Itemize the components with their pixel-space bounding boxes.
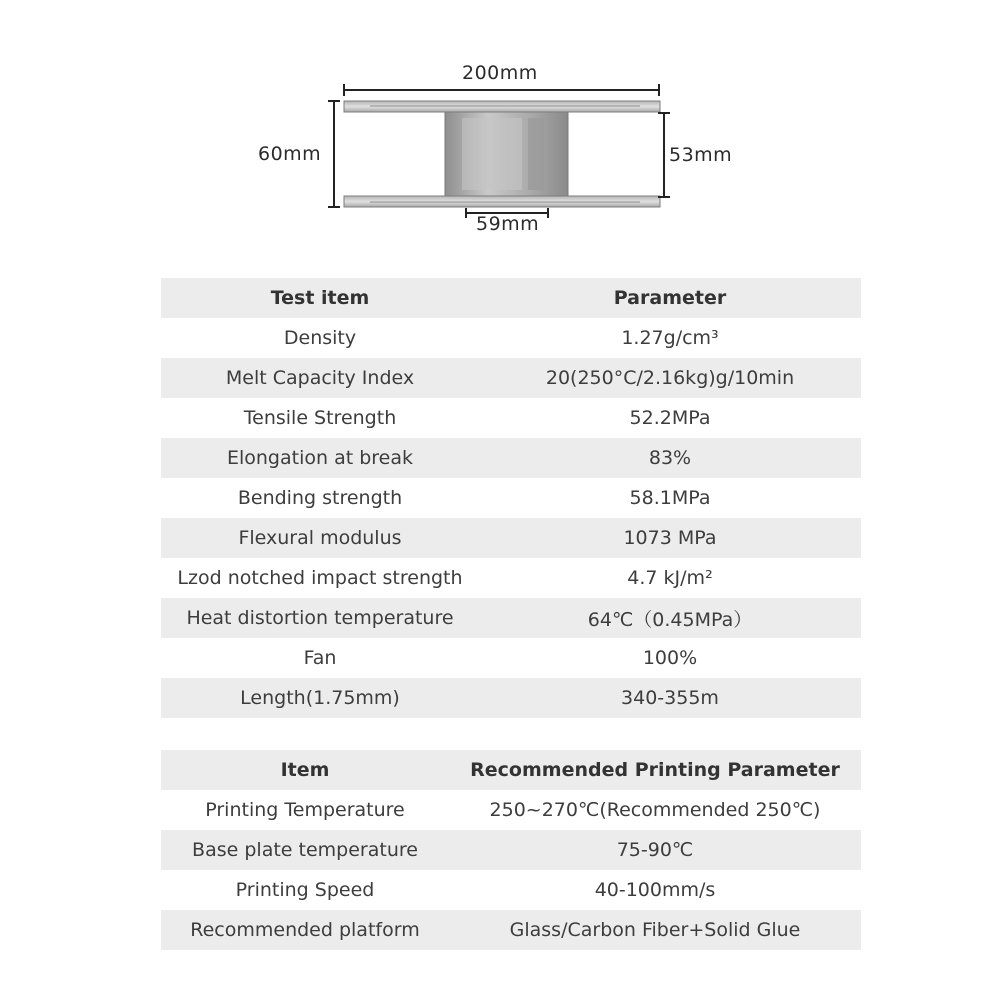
row-label: Printing Speed [235,879,375,901]
row-label: Flexural modulus [161,518,479,558]
row-label: Base plate temperature [161,830,449,870]
row-label: Heat distortion temperature [161,598,479,638]
table-row [161,830,861,870]
table-row [161,558,861,598]
dimension-core-width-label: 59mm [476,213,540,235]
row-value: 4.7 kJ/m² [627,567,713,589]
dimension-width-label: 200mm [462,62,538,84]
row-label: Melt Capacity Index [161,358,479,398]
row-value: 64℃（0.45MPa） [479,598,861,638]
table-header-row [161,278,861,318]
row-label: Fan [303,647,337,669]
row-value: 340-355m [479,678,861,718]
row-value: 1.27g/cm³ [621,327,719,349]
row-value: 20(250°C/2.16kg)g/10min [479,358,861,398]
row-label: Tensile Strength [243,407,397,429]
row-label: Recommended platform [161,910,449,950]
header-test-item: Test item [161,278,479,318]
row-value: 1073 MPa [479,518,861,558]
table-row [161,398,861,438]
table-header-row [161,750,861,790]
table-row [161,870,861,910]
table-row [161,638,861,678]
spool-diagram [0,0,1000,260]
table-row [161,910,861,950]
row-label: Length(1.75mm) [161,678,479,718]
printing-parameters-table [161,750,861,950]
table-row [161,318,861,358]
row-value: Glass/Carbon Fiber+Solid Glue [449,910,861,950]
row-value: 83% [479,438,861,478]
row-value: 250~270℃(Recommended 250℃) [489,799,821,821]
row-label: Density [283,327,357,349]
row-label: Bending strength [237,487,403,509]
table-row [161,790,861,830]
dimension-inner-height-label: 53mm [669,144,733,166]
row-label: Lzod notched impact strength [177,567,463,589]
row-value: 100% [642,647,698,669]
row-value: 75-90℃ [449,830,861,870]
header-recommended-parameter: Recommended Printing Parameter [449,750,861,790]
dimension-height-label: 60mm [258,143,322,165]
table-row [161,358,861,398]
table-row [161,598,861,638]
table-row [161,518,861,558]
table-row [161,478,861,518]
table-row [161,678,861,718]
row-label: Elongation at break [161,438,479,478]
row-value: 52.2MPa [629,407,711,429]
row-value: 40-100mm/s [594,879,716,901]
row-value: 58.1MPa [629,487,711,509]
material-properties-table [161,278,861,718]
row-label: Printing Temperature [205,799,405,821]
table-row [161,438,861,478]
header-parameter: Parameter [479,278,861,318]
header-item: Item [161,750,449,790]
